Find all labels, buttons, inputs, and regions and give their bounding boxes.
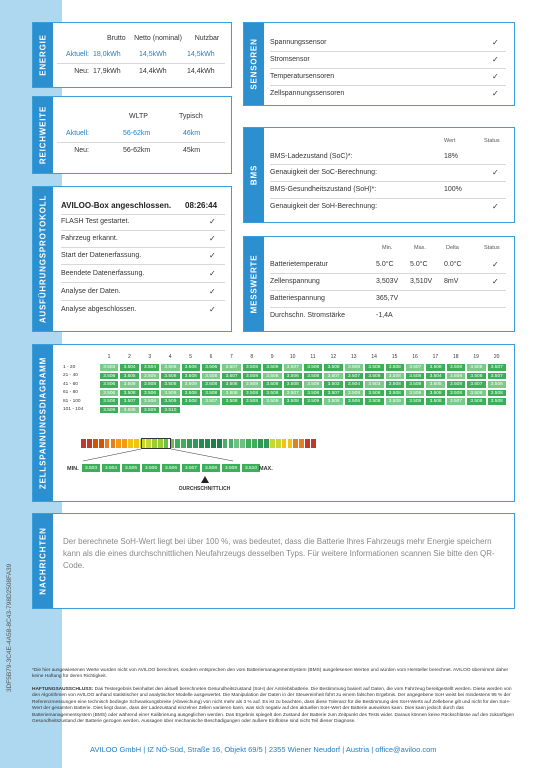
grid-cell: 3.508 [140,380,160,389]
grid-cell: 3.507 [221,372,241,381]
messwerte-value: 3,510V [410,278,433,285]
grid-column-number: 7 [230,354,233,360]
gradient-segment [305,439,310,448]
grid-cell: 3.508 [242,397,262,406]
protokoll-item: Analyse abgeschlossen. [61,306,137,313]
grid-cell: 3.506 [344,397,364,406]
bms-value: 100% [444,186,462,193]
scale-value: 3.503 [81,463,101,473]
grid-column-number: 6 [209,354,213,360]
reichweite-value: 46km [183,130,201,137]
gradient-segment [181,439,186,448]
grid-cell: 3.508 [466,363,486,372]
energie-value: 14,5kWh [139,51,167,58]
grid-column-number: 1 [107,354,111,360]
gradient-segment [240,439,245,448]
sensor-item: Spannungssensor [270,39,327,46]
gradient-segment [276,439,281,448]
grid-cell: 3.508 [487,397,507,406]
bms-value: 18% [444,153,459,160]
grid-cell: 3.508 [160,363,180,372]
protokoll-item: Fahrzeug erkannt. [61,235,118,242]
grid-cell: 3.509 [262,397,282,406]
gradient-segment [223,439,228,448]
gradient-segment [252,439,257,448]
grid-cell: 3.508 [446,372,466,381]
energie-value: 14,4kWh [187,68,215,75]
scale-value: 3.508 [201,463,221,473]
grid-cell: 3.503 [323,380,343,389]
grid-cell: 3.508 [201,389,221,398]
gradient-segment [81,439,86,448]
grid-cell: 3.508 [364,363,384,372]
grid-column-number: 19 [473,354,479,360]
scale-value: 3.504 [101,463,121,473]
bms-label: BMS [244,128,264,222]
grid-cell: 3.508 [385,372,405,381]
reichweite-card [32,96,232,174]
grid-column-number: 2 [128,354,131,360]
bms-header-status: Status [484,138,500,144]
disclaimer-title: HAFTUNGSAUSSCHLUSS: [32,687,94,692]
grid-cell: 3.508 [160,372,180,381]
messwerte-header-min: Min. [382,245,393,251]
protokoll-item: Beendete Datenerfassung. [61,270,145,277]
grid-column-number: 16 [412,354,418,360]
cell-voltage-grid [33,345,514,501]
grid-cell: 3.509 [262,363,282,372]
energie-header-brutto: Brutto [107,35,126,42]
grid-cell: 3.503 [99,363,119,372]
reichweite-value: 56-62km [123,147,151,154]
gradient-segment [87,439,92,448]
energie-card [32,22,232,88]
scale-value: 3.506 [141,463,161,473]
messwerte-row-label: Batterietemperatur [270,261,328,268]
bms-row-label: BMS-Ladezustand (SoC)*: [270,153,353,160]
voltage-gradient-bar [81,439,317,448]
messwerte-value: 8mV [444,278,459,285]
gradient-segment [134,439,139,448]
grid-cell: 3.508 [466,372,486,381]
grid-column-number: 15 [391,354,398,360]
grid-column-number: 20 [493,354,500,360]
gradient-segment [311,439,316,448]
footer-address: AVILOO GmbH | IZ NÖ-Süd, Straße 16, Objekt 69/5 | 2355 Wiener Neudorf | Austria | office@aviloo.com [90,745,437,754]
grid-cell: 3.505 [140,372,160,381]
check-icon: ✓ [492,260,499,269]
grid-cell: 3.508 [466,397,486,406]
gradient-segment [105,439,110,448]
nachrichten-label: NACHRICHTEN [33,514,53,608]
grid-column-number: 4 [168,354,172,360]
disclaimer-text: Das Testergebnis beinhaltet den aktuell berechneten Gesundheitszustand (SoH) der Antriebsbatterie. Die Bestimmung basiert auf Daten, die vom Fahrzeug bereitgestellt werden. Diese werden von den Algorithmen von AVILOO anhand statistischer und analytischer Modelle ausgewertet. Die Manipulation der Daten in der Steuereinheit führt zu einem falschen Ergebnis. Der angegebene SoH weist bei mindestens 95 % der Referenzmessungen eine technisch bedingte Schwankungsbreite (Abweichung) von nicht mehr als 3 % auf. Es ist zu beachten, dass diese Toleranz für die Bestimmung des SoH-Werts auf Zellebene gilt und nicht für den SoH-Wert der gesamten Batterie. Dies liegt daran, dass der Ladezustand einzelner Zellen variieren kann, was sich negativ auf den aktuellen SoH-Wert der Batterie auswirken kann. Dies kann jedoch durch das Batteriemanagementsystem (BMS) oder während einer Kalibrierung ausgeglichen werden. Das Ergebnis spiegelt den Zustand der Batterie zum Zeitpunkt des Tests wider. Daraus können keine Rückschlüsse auf den zukünftigen Gesundheitszustand der Batterie gezogen werden. Aussagen über mechanische Beschädigungen oder äußere Einflüsse sind nicht Teil dieser Diagnose. [32,687,514,725]
gradient-segment [211,439,216,448]
grid-cell: 3.508 [303,380,323,389]
grid-row-label: 21 - 40 [63,373,78,378]
messwerte-row-label: Batteriespannung [270,295,325,302]
grid-row-label: 1 - 20 [63,364,76,370]
grid-cell: 3.508 [425,397,445,406]
bms-row-label: BMS-Gesundheitszustand (SoH)*: [270,186,377,193]
grid-cell: 3.505 [119,372,139,381]
grid-cell: 3.508 [303,389,323,398]
grid-cell: 3.508 [405,372,425,381]
grid-cell: 3.508 [385,363,405,372]
gradient-segment [205,439,210,448]
grid-cell: 3.508 [364,389,384,398]
grid-cell: 3.506 [283,372,303,381]
grid-cell: 3.508 [181,372,201,381]
gradient-segment [234,439,239,448]
gradient-segment [264,439,269,448]
check-icon: ✓ [209,287,216,296]
grid-cell: 3.504 [140,363,160,372]
grid-cell: 3.506 [221,380,241,389]
zellspannung-card [32,344,515,502]
protokoll-item: FLASH Test gestartet. [61,218,130,225]
energie-value: 17,9kWh [93,68,121,75]
grid-cell: 3.504 [344,380,364,389]
grid-column-number: 8 [250,354,254,360]
protokoll-item: Analyse der Daten. [61,288,121,295]
messwerte-value: 0.0°C [444,261,462,268]
grid-row-label: 61 - 80 [63,390,78,395]
sensor-item: Temperatursensoren [270,73,335,80]
grid-cell: 3.508 [262,372,282,381]
sensoren-label: SENSOREN [244,23,264,105]
grid-cell: 3.509 [160,397,180,406]
reichweite-label: REICHWEITE [33,97,53,173]
gradient-segment [187,439,192,448]
grid-cell: 3.508 [262,389,282,398]
grid-cell: 3.508 [425,389,445,398]
messwerte-header-max: Max. [414,245,426,251]
grid-column-number: 12 [330,354,337,360]
grid-cell: 3.509 [303,397,323,406]
protokoll-title: AVILOO-Box angeschlossen. [61,201,172,210]
grid-cell: 3.508 [262,380,282,389]
grid-cell: 3.508 [140,397,160,406]
grid-cell: 3.507 [487,372,507,381]
messwerte-row-label: Zellenspannung [270,278,320,285]
grid-cell: 3.508 [303,372,323,381]
grid-cell: 3.509 [99,406,119,415]
grid-cell: 3.508 [201,380,221,389]
grid-column-number: 9 [270,354,274,360]
grid-cell: 3.508 [242,380,262,389]
grid-row-label: 81 - 100 [63,398,81,404]
grid-cell: 3.508 [446,363,466,372]
check-icon: ✓ [492,168,499,177]
energie-row-label: Neu: [74,68,89,75]
gradient-segment [175,439,180,448]
grid-cell: 3.508 [323,397,343,406]
grid-cell: 3.507 [221,363,241,372]
reichweite-value: 56-62km [123,130,151,137]
grid-cell: 3.507 [119,397,139,406]
gradient-zoom-box [141,438,171,449]
grid-column-number: 13 [351,354,357,360]
grid-cell: 3.507 [201,397,221,406]
grid-cell: 3.508 [405,380,425,389]
gradient-segment [288,439,293,448]
grid-cell: 3.508 [405,389,425,398]
messwerte-value: 5.0°C [376,261,394,268]
sensor-item: Stromsensor [270,56,310,63]
grid-cell: 3.508 [242,372,262,381]
grid-cell: 3.506 [181,363,201,372]
scale-value: 3.506 [161,463,181,473]
grid-column-number: 17 [432,354,439,360]
scale-min-label: MIN. [67,466,79,472]
grid-cell: 3.508 [119,389,139,398]
grid-cell: 3.507 [283,389,303,398]
grid-cell: 3.508 [303,363,323,372]
grid-cell: 3.508 [283,397,303,406]
grid-column-number: 3 [148,354,152,360]
grid-cell: 3.503 [364,380,384,389]
grid-cell: 3.509 [140,406,160,415]
grid-cell: 3.506 [119,406,139,415]
grid-cell: 3.508 [487,389,507,398]
messwerte-label: MESSWERTE [244,237,264,331]
grid-column-number: 10 [289,354,296,360]
grid-cell: 3.508 [201,372,221,381]
reichweite-value: 45km [183,147,201,154]
check-icon: ✓ [209,234,216,243]
grid-cell: 3.508 [283,380,303,389]
gradient-segment [99,439,104,448]
reichweite-row-label: Aktuell: [66,130,89,137]
messwerte-value: 365,7V [376,295,399,302]
grid-column-number: 14 [371,354,377,360]
gradient-segment [217,439,222,448]
grid-row-label: 101 - 104 [63,407,84,412]
check-icon: ✓ [492,72,499,81]
messwerte-value: -1,4A [376,312,393,319]
grid-column-number: 11 [310,354,316,360]
gradient-segment [111,439,116,448]
grid-cell: 3.507 [323,372,343,381]
grid-cell: 3.508 [99,372,119,381]
check-icon: ✓ [492,202,499,211]
average-label: DURCHSCHNITTLICH [179,486,231,492]
grid-cell: 3.508 [242,389,262,398]
grid-cell: 3.508 [364,397,384,406]
grid-cell: 3.508 [344,389,364,398]
gradient-segment [193,439,198,448]
nachrichten-text: Der berechnete SoH-Wert liegt bei über 100 %, was bedeutet, dass die Batterie Ihres Fahrzeugs mehr Energie speichern kann als die eines durchschnittlichen Neufahrzeugs desselben Typs. Für weitere Informationen scannen Sie bitte den QR-Code. [63,537,495,570]
scale-max-label: MAX. [259,466,273,472]
messwerte-card [243,236,515,332]
grid-cell: 3.507 [487,363,507,372]
grid-row-label: 41 - 60 [63,381,78,387]
scale-value: 3.507 [181,463,201,473]
energie-row-label: Aktuell: [66,51,89,58]
footnote-bms: *Die hier ausgewiesenen Werte wurden nicht von AVILOO berechnet, sondern entsprechen den vom Batteriemanagementsystem (BMS) ausgelesenen Werten und wurden vom Hersteller berechnet. AVILOO übernimmt daher keine Haftung für deren Richtigkeit. [32,668,509,680]
footnote-disclaimer [32,687,516,725]
grid-cell: 3.508 [364,372,384,381]
messwerte-header-delta: Delta [446,245,459,251]
gradient-segment [122,439,127,448]
reichweite-header-typisch: Typisch [179,113,203,120]
messwerte-row-label: Durchschn. Stromstärke [270,312,346,319]
gradient-segment [116,439,121,448]
grid-cell: 3.508 [446,389,466,398]
check-icon: ✓ [209,305,216,314]
protokoll-time: 08:26:44 [185,201,218,210]
messwerte-value: 3,503V [376,278,399,285]
grid-cell: 3.508 [323,363,343,372]
grid-cell: 3.504 [425,372,445,381]
check-icon: ✓ [492,55,499,64]
grid-cell: 3.508 [160,380,180,389]
grid-cell: 3.510 [160,406,180,415]
reichweite-header-wltp: WLTP [129,113,148,120]
grid-cell: 3.506 [140,389,160,398]
gradient-segment [199,439,204,448]
grid-cell: 3.506 [201,363,221,372]
document-id: 3DF5B79-3C4E-4A58-8C43-798D2508FA39 [6,563,13,692]
grid-cell: 3.508 [425,363,445,372]
gradient-segment [258,439,263,448]
check-icon: ✓ [492,89,499,98]
grid-cell: 3.508 [446,380,466,389]
grid-cell: 3.508 [242,363,262,372]
average-marker-icon [201,476,209,483]
gradient-segment [299,439,304,448]
grid-cell: 3.508 [344,363,364,372]
grid-cell: 3.506 [99,380,119,389]
grid-cell: 3.507 [323,389,343,398]
check-icon: ✓ [209,217,216,226]
protokoll-label: AUSFÜHRUNGSPROTOKOLL [33,187,53,331]
zellspannung-label: ZELLSPANNUNGSDIAGRAMM [33,345,53,501]
protokoll-card [32,186,232,332]
energie-header-netto: Netto (nominal) [134,35,182,42]
grid-cell: 3.508 [221,389,241,398]
energie-value: 14,4kWh [139,68,167,75]
energie-value: 14,5kWh [187,51,215,58]
grid-cell: 3.508 [119,380,139,389]
grid-cell: 3.504 [119,363,139,372]
grid-cell: 3.508 [181,389,201,398]
bms-row-label: Genauigkeit der SoH-Berechnung: [270,203,378,210]
grid-cell: 3.508 [221,397,241,406]
check-icon: ✓ [209,251,216,260]
grid-cell: 3.509 [160,389,180,398]
grid-cell: 3.507 [283,363,303,372]
grid-cell: 3.507 [405,363,425,372]
check-icon: ✓ [209,269,216,278]
grid-cell: 3.507 [344,372,364,381]
gradient-segment [93,439,98,448]
sensor-item: Zellspannungssensoren [270,90,345,97]
grid-cell: 3.505 [425,380,445,389]
grid-cell: 3.508 [181,397,201,406]
protokoll-item: Start der Datenerfassung. [61,252,142,259]
grid-cell: 3.507 [446,397,466,406]
grid-column-number: 5 [189,354,192,360]
gradient-segment [229,439,234,448]
sensoren-card [243,22,515,106]
grid-cell: 3.509 [385,397,405,406]
grid-cell: 3.508 [385,389,405,398]
grid-column-number: 18 [453,354,459,360]
grid-cell: 3.508 [385,380,405,389]
energie-header-nutzbar: Nutzbar [194,35,220,42]
gradient-segment [270,439,275,448]
check-icon: ✓ [492,277,499,286]
energie-label: ENERGIE [33,23,53,87]
gradient-segment [128,439,133,448]
gradient-segment [282,439,287,448]
grid-cell: 3.506 [99,389,119,398]
energie-value: 18,0kWh [93,51,121,58]
nachrichten-card [32,513,515,609]
grid-cell: 3.508 [405,397,425,406]
grid-cell: 3.509 [181,380,201,389]
gradient-segment [246,439,251,448]
check-icon: ✓ [492,38,499,47]
bms-row-label: Genauigkeit der SoC-Berechnung: [270,169,378,176]
grid-cell: 3.506 [487,380,507,389]
scale-value: 3.505 [121,463,141,473]
scale-value: 3.509 [221,463,241,473]
voltage-scale [81,463,261,473]
scale-value: 3.510 [241,463,261,473]
grid-cell: 3.507 [466,380,486,389]
gradient-segment [293,439,298,448]
bms-card [243,127,515,223]
messwerte-header-status: Status [484,245,500,251]
messwerte-value: 5.0°C [410,261,428,268]
grid-cell: 3.508 [99,397,119,406]
grid-cell: 3.508 [466,389,486,398]
reichweite-row-label: Neu: [74,147,89,154]
bms-header-wert: Wert [444,138,456,144]
